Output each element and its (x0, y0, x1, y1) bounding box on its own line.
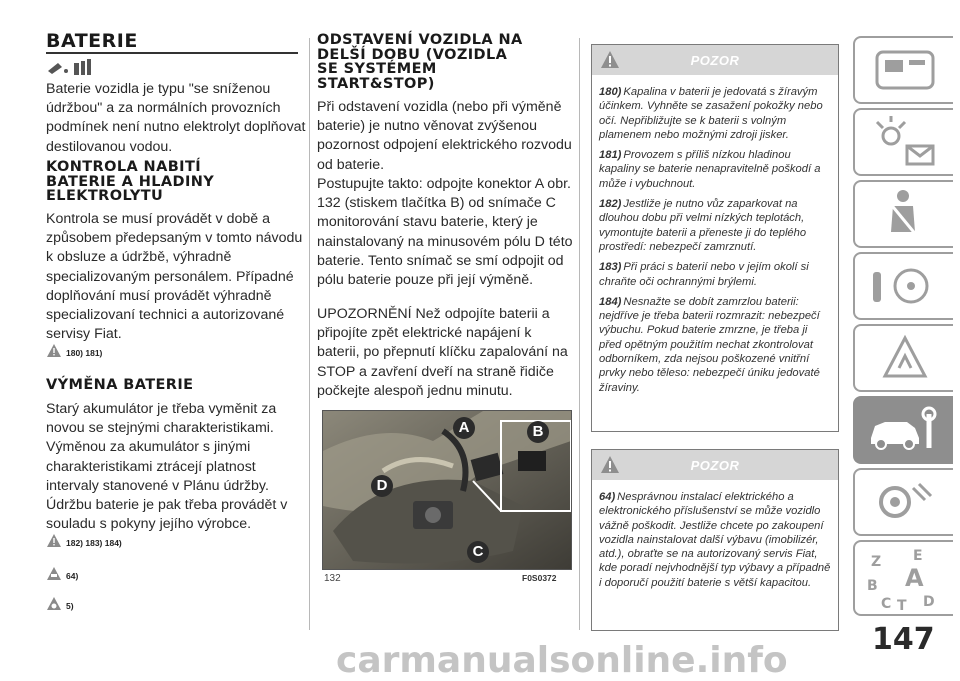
storage-paragraph-1: Při odstavení vozidla (nebo při výměně baterie) je nutno věnovat zvýšenou pozornost odpojení elektrického rozvodu od baterie. (317, 99, 572, 173)
tab-safety[interactable] (853, 180, 953, 248)
svg-text:D: D (923, 594, 935, 610)
column-divider (309, 38, 310, 630)
warning-item-64: 64) Nesprávnou instalací elektrického a elektronického příslušenství se může vozidlo vážně poškodit. Jestliže chcete po zakoupení vozidla nainstalovat další výbavu (imobilizér, atd.), obraťte se na autorizovaný servis Fiat, kde poradí nejvhodnější typ výbavy a případně i doporučí použití baterie s větší kapacitou. (599, 491, 831, 589)
svg-text:C: C (881, 596, 892, 612)
svg-text:T: T (897, 598, 907, 614)
warning-triangle-icon (46, 533, 62, 548)
tool-warning-icon (46, 566, 62, 581)
column-divider (579, 38, 580, 630)
tab-index[interactable] (853, 540, 953, 616)
battery-intro-text: Baterie vozidla je typu "se sníženou údržbou" a za normálních provozních podmínek není nutno elektrolyt doplňovat destilovanou vodou. (46, 81, 306, 155)
figure-label-a: A (453, 417, 475, 439)
tab-dashboard[interactable] (853, 36, 953, 104)
seat-belt-icon (855, 182, 955, 246)
warning-ref-1[interactable]: 180) 181) (46, 343, 102, 358)
index-letters-icon (855, 542, 955, 614)
tab-lights-warnings[interactable] (853, 108, 953, 176)
battery-sensor-photo (322, 410, 572, 570)
page-number: 147 (872, 622, 935, 657)
heading-charge-check: KONTROLA NABITÍ BATERIE A HLADINY ELEKTROLYTU (46, 159, 215, 204)
warning-item-182: 182) Jestliže je nutno vůz zaparkovat na dlouhou dobu při velmi nízkých teplotách, vymontujte baterii a přeneste ji do teplého prostředí: nebezpečí zamrznutí. (599, 198, 807, 253)
warning-box-header (592, 450, 838, 480)
warning-item-183: 183) Při práci s baterií nebo v jejím okolí si chraňte oči ochrannými brýlemi. (599, 261, 809, 288)
lights-warning-icon (855, 110, 955, 174)
warning-item-181: 181) Provozem s příliš nízkou hladinou kapaliny se baterie nenapravitelně poškodí a může i vybuchnout. (599, 149, 821, 190)
storage-paragraph-2: Postupujte takto: odpojte konektor A obr. 132 (stiskem tlačítka B) od snímače C monitorování stavu baterie, který je nainstalovaný na minusovém pólu D této baterie. Tento snímač se smí odpojit od pólu baterie pouze při její výměně. (317, 176, 573, 289)
svg-text:Z: Z (871, 554, 882, 570)
heading-battery-replacement: VÝMĚNA BATERIE (46, 377, 194, 393)
chapter-sidebar (853, 36, 958, 616)
title-underline (46, 52, 298, 54)
warning-box-title: POZOR (690, 458, 740, 473)
warning-box-1 (591, 44, 839, 432)
heading-vehicle-storage: ODSTAVENÍ VOZIDLA NA DELŠÍ DOBU (VOZIDLA SE SYSTÉMEM START&STOP) (317, 32, 523, 92)
battery-maintenance-icon (46, 57, 96, 77)
warning-item-184: 184) Nesnažte se dobít zamrzlou baterii: nejdříve je třeba baterii rozmrazit: nebezpečí výbuchu. Pokud baterie zmrzne, je třeba ji před opětným použitím nechat zkontrolovat odborníkem, zda nejsou poškozené vnitřní prvky nebo těleso: nebezpečí úniku jedovaté žíraviny. (599, 295, 820, 394)
svg-text:A: A (905, 564, 924, 592)
emergency-icon (855, 326, 955, 390)
section-title-battery: BATERIE (46, 30, 138, 52)
figure-number: 132 (324, 573, 341, 584)
figure-label-d: D (371, 475, 393, 497)
figure-code: F0S0372 (522, 573, 557, 583)
svg-text:E: E (913, 548, 923, 564)
replacement-text: Starý akumulátor je třeba vyměnit za novou se stejnými charakteristikami. Výměnou za akumulátor s jinými charakteristikami ztrácejí platnost intervaly stanovené v Plánu údržby. Údržbu baterie je pak třeba provádět v souladu s pokyny jejího výrobce. (46, 401, 288, 533)
tab-starting-driving[interactable] (853, 252, 953, 320)
tab-maintenance[interactable] (853, 396, 953, 464)
figure-label-b: B (527, 421, 549, 443)
warning-ref-3[interactable]: 64) (46, 566, 78, 581)
site-watermark: carmanualsonline.info (336, 640, 788, 681)
car-dashboard-icon (855, 38, 955, 102)
warning-item-180: 180) Kapalina v baterii je jedovatá s žíravým účinkem. Vyhněte se zasažení pokožky nebo očí. Nepřibližujte se k baterii s volným plamenem nebo možnými zdroji jisker. (599, 86, 823, 141)
warning-ref-4[interactable]: 5) (46, 596, 74, 611)
warning-box-2 (591, 449, 839, 631)
svg-text:B: B (867, 578, 878, 594)
charge-check-text: Kontrola se musí provádět v době a způsobem předepsaným v tomto návodu k obsluze a údržbě, výhradně specializovaným personálem. Případné doplňování musí provádět výhradně specializovaní technici a autorizované servisy Fiat. (46, 211, 303, 343)
tab-emergency[interactable] (853, 324, 953, 392)
environment-warning-icon (46, 596, 62, 611)
storage-paragraph-3: UPOZORNĚNÍ Než odpojíte baterii a připojíte zpět elektrické napájení k baterii, po přepnutí klíčku zapalování na STOP a zavření dveří na straně řidiče počkejte alespoň jednu minutu. (317, 306, 568, 399)
warning-box-header (592, 45, 838, 75)
figure-label-c: C (467, 541, 489, 563)
warning-triangle-icon (855, 254, 955, 318)
car-wrench-icon (855, 398, 955, 462)
tab-specifications[interactable] (853, 468, 953, 536)
specifications-icon (855, 470, 955, 534)
warning-triangle-icon (46, 343, 62, 358)
warning-ref-2[interactable]: 182) 183) 184) (46, 533, 122, 548)
warning-box-title: POZOR (690, 53, 740, 68)
